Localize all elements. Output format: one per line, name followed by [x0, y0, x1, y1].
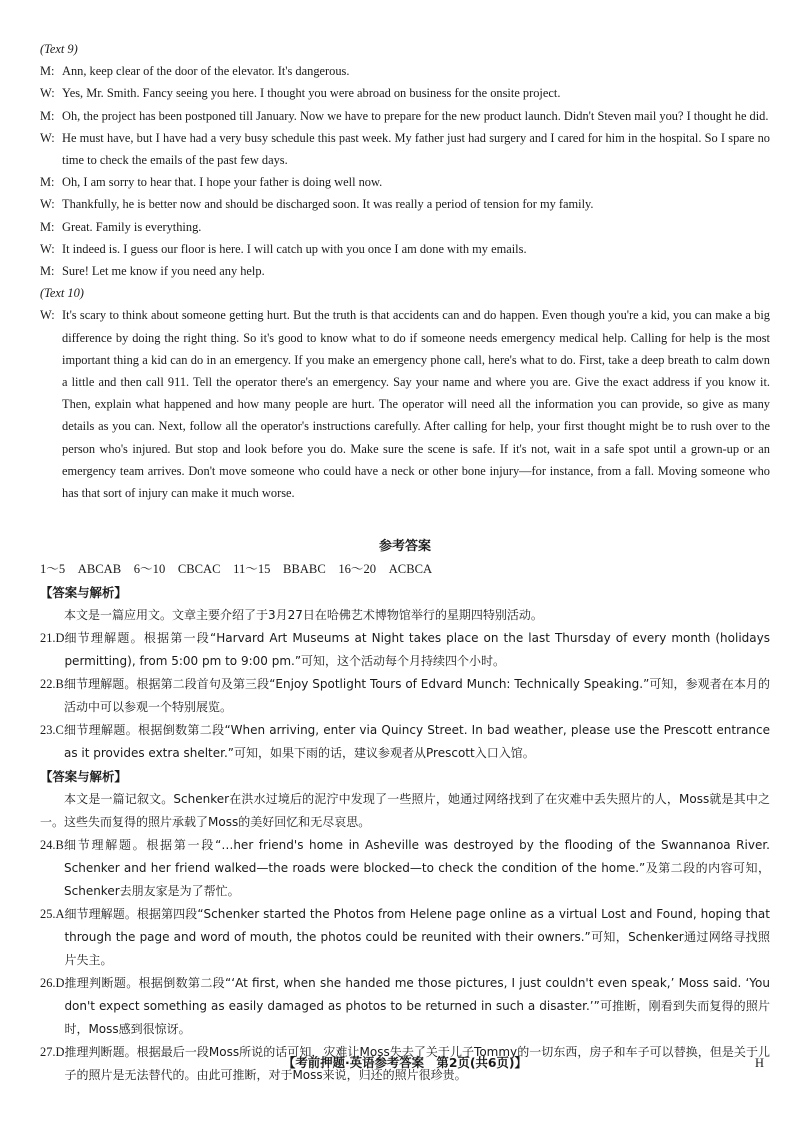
text9-label: (Text 9)	[40, 42, 78, 56]
explanation-text: 细节理解题。根据第四段“Schenker started the Photos from Helene page online as a virtual Lost and Found, hoping that through the page and word of mouth, the photos could be reunited with their owners.”可知，Schenker通过网络寻找照片失主。	[64, 906, 770, 967]
utterance: Thankfully, he is better now and should be discharged soon. It was really a period of tension for my family.	[62, 197, 594, 212]
speaker: M:	[40, 64, 55, 79]
speaker: W:	[40, 308, 55, 323]
answer-item	[40, 627, 770, 673]
speaker: W:	[40, 197, 55, 212]
dialogue-line	[40, 60, 770, 82]
explanation-text: 细节理解题。根据第一段“Harvard Art Museums at Night takes place on the last Thursday of every month (holidays permitting), from 5:00 pm to 9:00 pm.”可知，这个活动每个月持续四个小时。	[64, 630, 770, 668]
footer-code: H	[755, 1056, 764, 1070]
utterance: He must have, but I have had a very busy schedule this past week. My father just had surgery and I cared for him in the hospital. So I spare no time to check the emails of the past few days.	[62, 130, 770, 168]
answer-item	[40, 673, 770, 719]
question-number: 23.C	[40, 722, 64, 737]
utterance: Yes, Mr. Smith. Fancy seeing you here. I thought you were abroad on business for the onsite project.	[62, 86, 561, 101]
dialogue-line	[40, 216, 770, 238]
footer-title: 【考前押题·英语参考答案 第2页(共6页)】	[283, 1055, 527, 1070]
utterance: Oh, the project has been postponed till January. Now we have to prepare for the new product launch. Didn't Steven mail you? I thought he did.	[62, 108, 769, 123]
dialogue-line	[40, 171, 770, 193]
answer-item	[40, 834, 770, 903]
speaker: W:	[40, 86, 55, 101]
answer-item	[40, 972, 770, 1041]
speaker: M:	[40, 219, 55, 234]
question-number: 26.D	[40, 975, 65, 990]
explanation-text: 推理判断题。根据倒数第二段“‘At first, when she handed me those pictures, I just couldn't even speak,’ Moss said. ‘You don't expect something as easily damaged as photos to be returned in such a disaster.’”可推断，刚看到失而复得的照片时，Moss感到很惊讶。	[64, 975, 770, 1036]
utterance: Oh, I am sorry to hear that. I hope your father is doing well now.	[62, 175, 383, 190]
speaker: W:	[40, 241, 55, 256]
utterance: Ann, keep clear of the door of the elevator. It's dangerous.	[62, 64, 350, 79]
explanation-text: 细节理解题。根据倒数第二段“When arriving, enter via Quincy Street. In bad weather, please use the Prescott entrance as it provides extra shelter.”可知，如果下雨的话，建议参观者从Prescott入口入馆。	[64, 722, 770, 760]
explanation-text: 细节理解题。根据第二段首句及第三段“Enjoy Spotlight Tours of Edvard Munch: Technically Speaking.”可知，参观者在本月的活动中可以参观一个特别展览。	[64, 676, 770, 714]
answer-key-title: 参考答案	[378, 539, 431, 554]
explanation-heading: 【答案与解析】	[40, 768, 127, 784]
explanation-text: 推理判断题。根据最后一段Moss所说的话可知，灾难让Moss失去了关于儿子Tommy的一切东西，房子和车子可以替换，但是关于儿子的照片是无法替代的。由此可推断，对于Moss来说，归还的照片很珍贵。	[64, 1044, 770, 1082]
dialogue-line	[40, 238, 770, 260]
dialogue-line	[40, 260, 770, 282]
dialogue-line	[40, 82, 770, 104]
speaker: M:	[40, 175, 55, 190]
answer-item	[40, 719, 770, 765]
dialogue-line	[40, 127, 770, 171]
listening-transcript	[40, 38, 770, 504]
utterance: It indeed is. I guess our floor is here. I will catch up with you once I am done with my emails.	[62, 241, 527, 256]
text10-label: (Text 10)	[40, 286, 84, 301]
answer-section	[40, 536, 770, 1087]
dialogue-line	[40, 105, 770, 127]
passage-summary: 本文是一篇记叙文。Schenker在洪水过境后的泥泞中发现了一些照片，她通过网络找到了在灾难中丢失照片的人，Moss就是其中之一。这些失而复得的照片承载了Moss的美好回忆和无尽哀思。	[40, 791, 770, 829]
question-number: 21.D	[40, 630, 65, 645]
passage-summary: 本文是一篇应用文。文章主要介绍了于3月27日在哈佛艺术博物馆举行的星期四特别活动。	[64, 607, 543, 622]
speaker: M:	[40, 264, 55, 279]
page-footer	[40, 1052, 770, 1074]
question-number: 25.A	[40, 906, 65, 921]
speaker: W:	[40, 130, 55, 145]
answer-item	[40, 903, 770, 972]
utterance: Great. Family is everything.	[62, 219, 202, 234]
utterance: It's scary to think about someone getting hurt. But the truth is that accidents can and do happen. Even though you're a kid, you can make a big difference by doing the right thing. So it's good to know what to do if someone needs emergency medical help. Calling for help is the most important thing a kid can do in an emergency. If you make an emergency phone call, here's what to do. First, take a deep breath to calm down a little and then call 911. Tell the operator there's an emergency. Say your name and where you are. Give the exact address if you know it. Then, explain what happened and how many people are hurt. The operator will need all the information you can provide, so give as many details as you can. Next, follow all the operator's instructions carefully. After calling for help, your first thought might be to rush over to the person who's injured. But stop and look before you do. Make sure the scene is safe. If it's not, wait in a safe spot until a grown-up or an emergency team arrives. Don't move someone who could have a neck or other bone injury—for instance, from a fall. Moving someone who has that sort of injury can make it much worse.	[62, 308, 770, 501]
question-number: 24.B	[40, 837, 64, 852]
utterance: Sure! Let me know if you need any help.	[62, 264, 265, 279]
question-number: 27.D	[40, 1044, 65, 1059]
monologue	[40, 304, 770, 504]
speaker: M:	[40, 108, 55, 123]
explanation-heading: 【答案与解析】	[40, 584, 127, 600]
dialogue-line	[40, 193, 770, 215]
explanation-text: 细节理解题。根据第一段“…her friend's home in Asheville was destroyed by the flooding of the Swannanoa River. Schenker and her friend walked—the roads were blocked—to check the condition of the home.”及第二段的内容可知，Schenker去朋友家是为了帮忙。	[64, 837, 770, 898]
question-number: 22.B	[40, 676, 64, 691]
answer-key-line: 1～5 ABCAB 6～10 CBCAC 11～15 BBABC 16～20 ACBCA	[40, 562, 433, 576]
